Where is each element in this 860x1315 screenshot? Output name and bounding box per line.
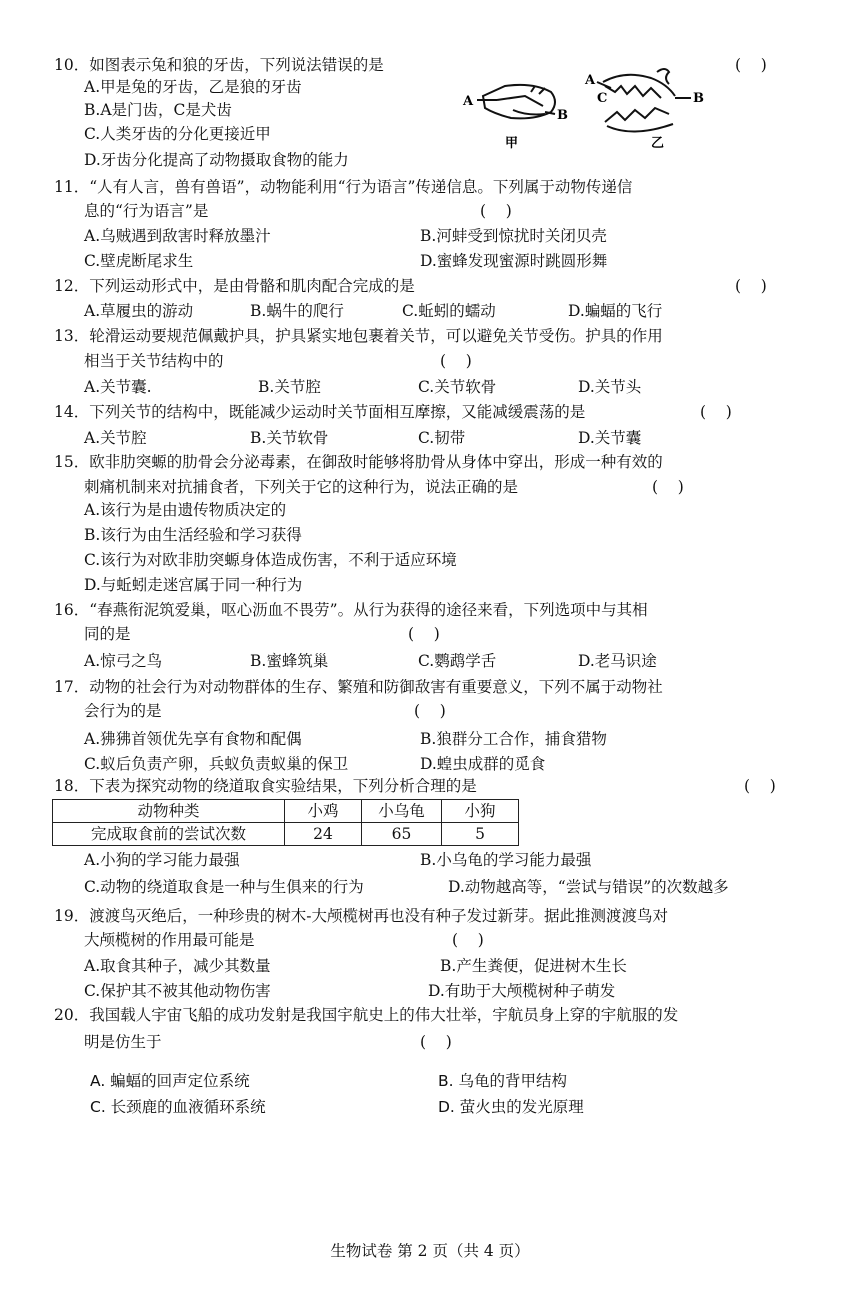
label-yi: 乙 xyxy=(651,136,665,151)
q19-option-a: A.取食其种子，减少其数量 xyxy=(84,957,271,975)
q16-option-d: D.老马识途 xyxy=(578,652,657,670)
q13-option-b: B.关节腔 xyxy=(258,378,321,396)
q20-option-c: C. 长颈鹿的血液循环系统 xyxy=(90,1098,266,1116)
rabbit-skull xyxy=(477,85,555,119)
q18-option-b: B.小乌龟的学习能力最强 xyxy=(420,851,592,869)
q18-answer-paren: ( ) xyxy=(744,777,776,795)
table-cell: 65 xyxy=(362,823,442,846)
q18-stem: 18．下表为探究动物的绕道取食实验结果，下列分析合理的是 xyxy=(54,777,477,795)
q17-answer-paren: ( ) xyxy=(414,702,446,720)
q15-option-a: A.该行为是由遗传物质决定的 xyxy=(84,501,287,519)
q18-option-a: A.小狗的学习能力最强 xyxy=(84,851,240,869)
table-cell: 完成取食前的尝试次数 xyxy=(53,823,285,846)
table-cell: 24 xyxy=(285,823,362,846)
q16-option-c: C.鹦鹉学舌 xyxy=(418,652,497,670)
q14-answer-paren: ( ) xyxy=(700,403,732,421)
label-b-jia: B xyxy=(557,108,568,123)
page-footer: 生物试卷 第 2 页（共 4 页） xyxy=(330,1242,530,1260)
trial-count-table xyxy=(52,799,519,846)
q12-option-b: B.蜗牛的爬行 xyxy=(250,302,344,320)
q10-stem: 10．如图表示兔和狼的牙齿，下列说法错误的是 xyxy=(54,56,384,74)
q17-stem-line2: 会行为的是 xyxy=(84,702,162,720)
q10-option-d: D.牙齿分化提高了动物摄取食物的能力 xyxy=(84,151,349,169)
q17-option-d: D.蝗虫成群的觅食 xyxy=(420,755,546,773)
q12-option-d: D.蝙蝠的飞行 xyxy=(568,302,663,320)
q20-option-d: D. 萤火虫的发光原理 xyxy=(438,1098,584,1116)
table-header-row xyxy=(53,800,519,823)
q12-answer-paren: ( ) xyxy=(735,277,767,295)
label-b-yi: B xyxy=(693,91,704,106)
q11-option-a: A.乌贼遇到敌害时释放墨汁 xyxy=(84,227,271,245)
q11-stem-line2: 息的“行为语言”是 xyxy=(84,202,209,220)
q12-option-a: A.草履虫的游动 xyxy=(84,302,194,320)
q15-option-d: D.与蚯蚓走迷宫属于同一种行为 xyxy=(84,576,303,594)
table-header-cell: 动物种类 xyxy=(53,800,285,823)
label-a-yi: A xyxy=(585,73,596,88)
wolf-skull xyxy=(597,69,691,132)
q15-option-b: B.该行为由生活经验和学习获得 xyxy=(84,526,302,544)
q10-option-b: B.A是门齿，C是犬齿 xyxy=(84,101,232,119)
label-jia: 甲 xyxy=(505,136,519,151)
q11-option-b: B.河蚌受到惊扰时关闭贝壳 xyxy=(420,227,607,245)
table-row xyxy=(53,823,519,846)
q16-stem-line1: 16．“春燕衔泥筑爱巢，呕心沥血不畏劳”。从行为获得的途径来看，下列选项中与其相 xyxy=(54,601,648,619)
q11-stem-line1: 11．“人有人言，兽有兽语”，动物能利用“行为语言”传递信息。下列属于动物传递信 xyxy=(54,178,633,196)
q17-option-a: A.狒狒首领优先享有食物和配偶 xyxy=(84,730,302,748)
table-header-cell: 小乌龟 xyxy=(362,800,442,823)
q20-option-b: B. 乌龟的背甲结构 xyxy=(438,1072,567,1090)
q18-option-c: C.动物的绕道取食是一种与生俱来的行为 xyxy=(84,878,364,896)
q17-option-b: B.狼群分工合作，捕食猎物 xyxy=(420,730,607,748)
q17-option-c: C.蚁后负责产卵，兵蚁负责蚁巢的保卫 xyxy=(84,755,349,773)
q19-option-d: D.有助于大颅榄树种子萌发 xyxy=(428,982,616,1000)
label-c-yi: C xyxy=(597,91,608,106)
q20-option-a: A. 蝙蝠的回声定位系统 xyxy=(90,1072,250,1090)
q12-option-c: C.蚯蚓的蠕动 xyxy=(402,302,496,320)
q15-stem-line2: 刺痛机制来对抗捕食者，下列关于它的这种行为，说法正确的是 xyxy=(84,478,519,496)
q11-answer-paren: ( ) xyxy=(480,202,512,220)
q13-option-d: D.关节头 xyxy=(578,378,642,396)
q19-stem-line2: 大颅榄树的作用最可能是 xyxy=(84,931,255,949)
q14-option-c: C.韧带 xyxy=(418,429,466,447)
q11-option-d: D.蜜蜂发现蜜源时跳圆形舞 xyxy=(420,252,608,270)
q15-option-c: C.该行为对欧非肋突螈身体造成伤害，不利于适应环境 xyxy=(84,551,457,569)
q18-option-d: D.动物越高等，“尝试与错误”的次数越多 xyxy=(448,878,729,896)
table-header-cell: 小鸡 xyxy=(285,800,362,823)
q16-option-a: A.惊弓之鸟 xyxy=(84,652,163,670)
q14-option-d: D.关节囊 xyxy=(578,429,642,447)
table-cell: 5 xyxy=(442,823,519,846)
q20-stem-line1: 20．我国载人宇宙飞船的成功发射是我国宇航史上的伟大壮举，宇航员身上穿的宇航服的发 xyxy=(54,1006,679,1024)
q16-answer-paren: ( ) xyxy=(408,625,440,643)
q19-answer-paren: ( ) xyxy=(452,931,484,949)
label-a-jia: A xyxy=(463,94,474,109)
q16-stem-line2: 同的是 xyxy=(84,625,131,643)
q13-answer-paren: ( ) xyxy=(440,352,472,370)
q20-answer-paren: ( ) xyxy=(420,1033,452,1051)
q19-stem-line1: 19．渡渡鸟灭绝后，一种珍贵的树木-大颅榄树再也没有种子发过新芽。据此推测渡渡鸟对 xyxy=(54,907,668,925)
q11-option-c: C.壁虎断尾求生 xyxy=(84,252,194,270)
q13-stem-line2: 相当于关节结构中的 xyxy=(84,352,224,370)
q10-answer-paren: ( ) xyxy=(735,56,767,74)
q13-stem-line1: 13．轮滑运动要规范佩戴护具，护具紧实地包裹着关节，可以避免关节受伤。护具的作用 xyxy=(54,327,663,345)
q14-option-a: A.关节腔 xyxy=(84,429,147,447)
q15-answer-paren: ( ) xyxy=(652,478,684,496)
q19-option-b: B.产生粪便，促进树木生长 xyxy=(440,957,627,975)
q17-stem-line1: 17．动物的社会行为对动物群体的生存、繁殖和防御敌害有重要意义，下列不属于动物社 xyxy=(54,678,663,696)
q12-stem: 12．下列运动形式中，是由骨骼和肌肉配合完成的是 xyxy=(54,277,415,295)
q20-stem-line2: 明是仿生于 xyxy=(84,1033,162,1051)
q13-option-a: A.关节囊. xyxy=(84,378,152,396)
table-header-cell: 小狗 xyxy=(442,800,519,823)
q16-option-b: B.蜜蜂筑巢 xyxy=(250,652,329,670)
q19-option-c: C.保护其不被其他动物伤害 xyxy=(84,982,271,1000)
q10-option-c: C.人类牙齿的分化更接近甲 xyxy=(84,125,271,143)
q15-stem-line1: 15．欧非肋突螈的肋骨会分泌毒素，在御敌时能够将肋骨从身体中穿出，形成一种有效的 xyxy=(54,453,663,471)
teeth-figure xyxy=(455,62,715,154)
q14-option-b: B.关节软骨 xyxy=(250,429,329,447)
q14-stem: 14．下列关节的结构中，既能减少运动时关节面相互摩擦，又能减缓震荡的是 xyxy=(54,403,586,421)
q10-option-a: A.甲是兔的牙齿，乙是狼的牙齿 xyxy=(84,78,302,96)
q13-option-c: C.关节软骨 xyxy=(418,378,497,396)
